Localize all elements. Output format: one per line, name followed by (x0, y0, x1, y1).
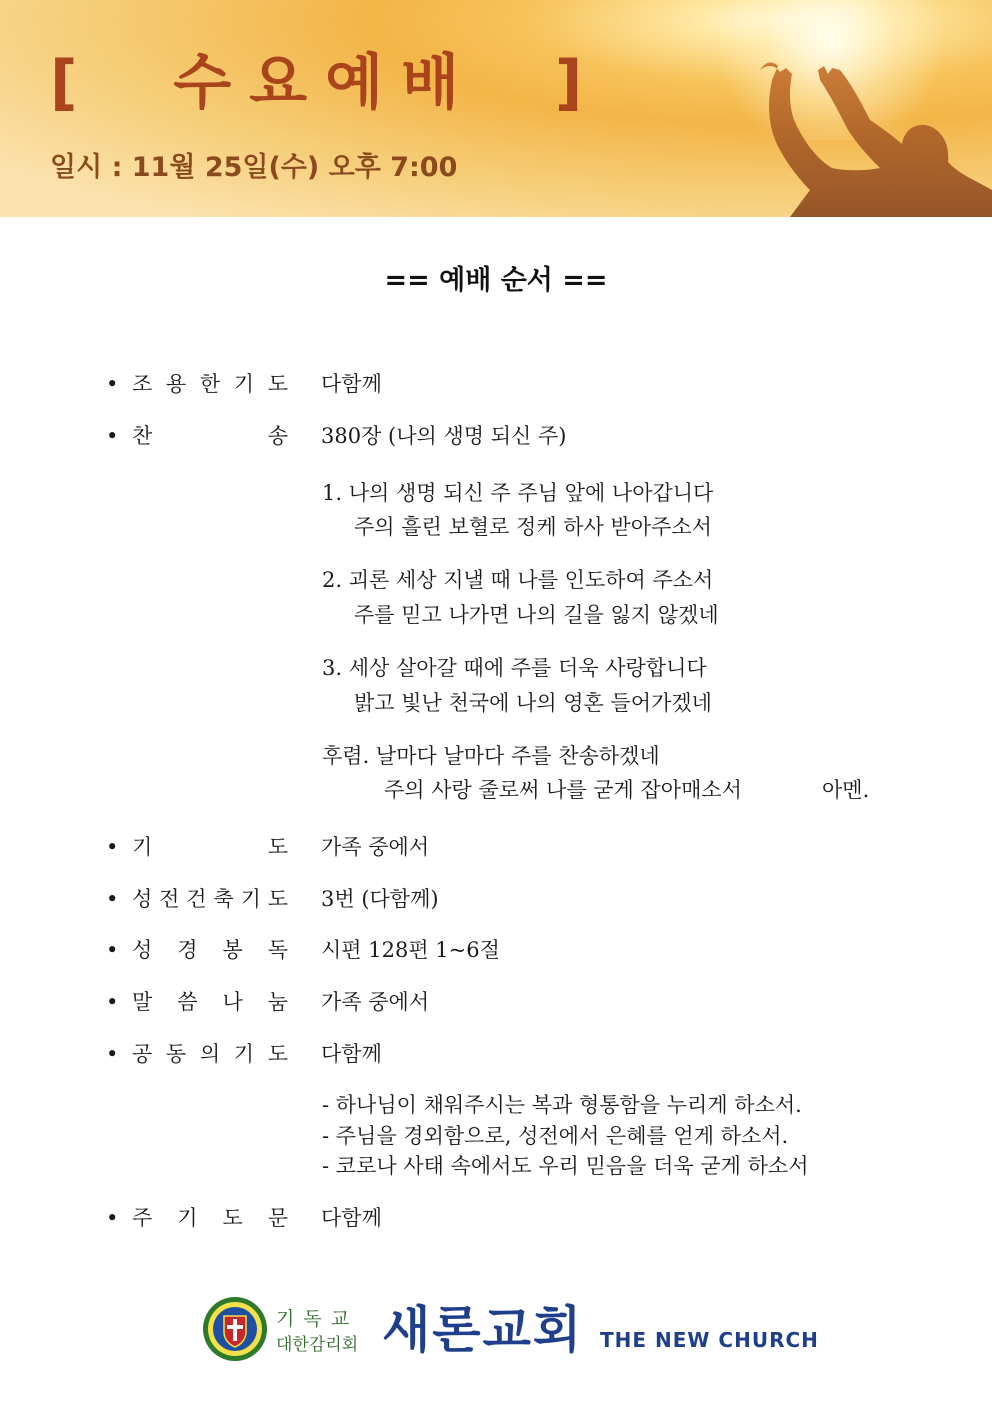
label-char: 나 (222, 990, 243, 1014)
bullet: • (106, 887, 119, 911)
order-item-value: 시편 128편 1~6절 (321, 938, 500, 962)
label-char: 한 (199, 372, 221, 396)
bullet: • (106, 1042, 119, 1066)
label-char: 찬 (132, 424, 153, 448)
label-char: 씀 (177, 990, 198, 1014)
label-char: 성 (132, 938, 153, 962)
order-item-label (132, 883, 288, 915)
order-item-value: 3번 (다함께) (321, 887, 439, 911)
label-char: 도 (222, 1206, 243, 1230)
order-item-value: 다함께 (321, 372, 382, 396)
label-char: 도 (267, 887, 288, 911)
service-datetime: 일시 : 11월 25일(수) 오후 7:00 (50, 152, 458, 183)
label-char: 봉 (222, 938, 243, 962)
order-item-label (132, 986, 288, 1018)
page-title: [ 수요예배 ] (50, 48, 601, 118)
order-item-label (132, 934, 288, 966)
order-item-label (132, 1038, 288, 1070)
hymn-verse-2-line-1: 2. 괴론 세상 지낼 때 나를 인도하여 주소서 (322, 568, 714, 592)
bullet: • (106, 835, 119, 859)
prayer-point-2: - 주님을 경외함으로, 성전에서 은혜를 얻게 하소서. (322, 1124, 789, 1148)
order-item-value: 가족 중에서 (321, 990, 430, 1014)
hymn-amen: 아멘. (822, 778, 870, 802)
denomination-line2: 대한감리회 (276, 1335, 359, 1355)
order-item-label (132, 368, 288, 400)
label-char: 동 (165, 1042, 187, 1066)
label-char: 전 (159, 887, 180, 911)
label-char: 건 (186, 887, 207, 911)
label-char: 독 (267, 938, 288, 962)
label-char: 눔 (267, 990, 288, 1014)
label-char: 기 (233, 1042, 255, 1066)
hymn-verse-2-line-2: 주를 믿고 나가면 나의 길을 잃지 않겠네 (354, 603, 719, 627)
header-banner (0, 0, 992, 217)
order-item-value: 다함께 (321, 1206, 382, 1230)
order-item-label (132, 420, 288, 452)
label-char: 조 (132, 372, 153, 396)
label-char: 문 (267, 1206, 288, 1230)
order-item-value: 380장 (나의 생명 되신 주) (321, 424, 567, 448)
label-char: 경 (177, 938, 198, 962)
order-item-label (132, 1202, 288, 1234)
hymn-chorus-line-1: 후렴. 날마다 날마다 주를 찬송하겠네 (322, 744, 660, 768)
label-char: 축 (213, 887, 234, 911)
prayer-point-3: - 코로나 사태 속에서도 우리 믿음을 더욱 굳게 하소서 (322, 1154, 809, 1178)
label-char: 용 (165, 372, 187, 396)
label-char: 의 (199, 1042, 221, 1066)
hymn-verse-3-line-2: 밝고 빛난 천국에 나의 영혼 들어가겠네 (354, 691, 712, 715)
bullet: • (106, 1206, 119, 1230)
label-char: 말 (132, 990, 153, 1014)
label-char: 기 (233, 372, 255, 396)
bullet: • (106, 372, 119, 396)
label-char: 송 (267, 424, 288, 448)
prayer-point-1: - 하나님이 채워주시는 복과 형통함을 누리게 하소서. (322, 1093, 802, 1117)
label-char: 기 (132, 835, 153, 859)
label-char: 도 (267, 1042, 288, 1066)
church-name: 새론교회 (382, 1301, 584, 1359)
bullet: • (106, 990, 119, 1014)
hymn-verse-1-line-2: 주의 흘린 보혈로 정케 하사 받아주소서 (354, 515, 712, 539)
methodist-emblem-icon (202, 1296, 268, 1362)
order-item-value: 다함께 (321, 1042, 382, 1066)
bullet: • (106, 424, 119, 448)
label-char: 성 (132, 887, 153, 911)
label-char: 도 (267, 372, 288, 396)
order-item-value: 가족 중에서 (321, 835, 430, 859)
label-char: 도 (267, 835, 288, 859)
bullet: • (106, 938, 119, 962)
label-char: 공 (132, 1042, 153, 1066)
label-char: 주 (132, 1206, 153, 1230)
order-heading: == 예배 순서 == (384, 265, 608, 296)
hymn-verse-1-line-1: 1. 나의 생명 되신 주 주님 앞에 나아갑니다 (322, 481, 714, 505)
hymn-verse-3-line-1: 3. 세상 살아갈 때에 주를 더욱 사랑합니다 (322, 656, 707, 680)
denomination-line1: 기독교 (276, 1308, 359, 1330)
praying-silhouette-image (720, 40, 992, 217)
label-char: 기 (177, 1206, 198, 1230)
hymn-chorus-line-2: 주의 사랑 줄로써 나를 굳게 잡아매소서 (384, 778, 742, 802)
church-logo (0, 1290, 992, 1370)
church-name-en: THE NEW CHURCH (600, 1328, 819, 1352)
order-item-label (132, 831, 288, 863)
label-char: 기 (240, 887, 261, 911)
